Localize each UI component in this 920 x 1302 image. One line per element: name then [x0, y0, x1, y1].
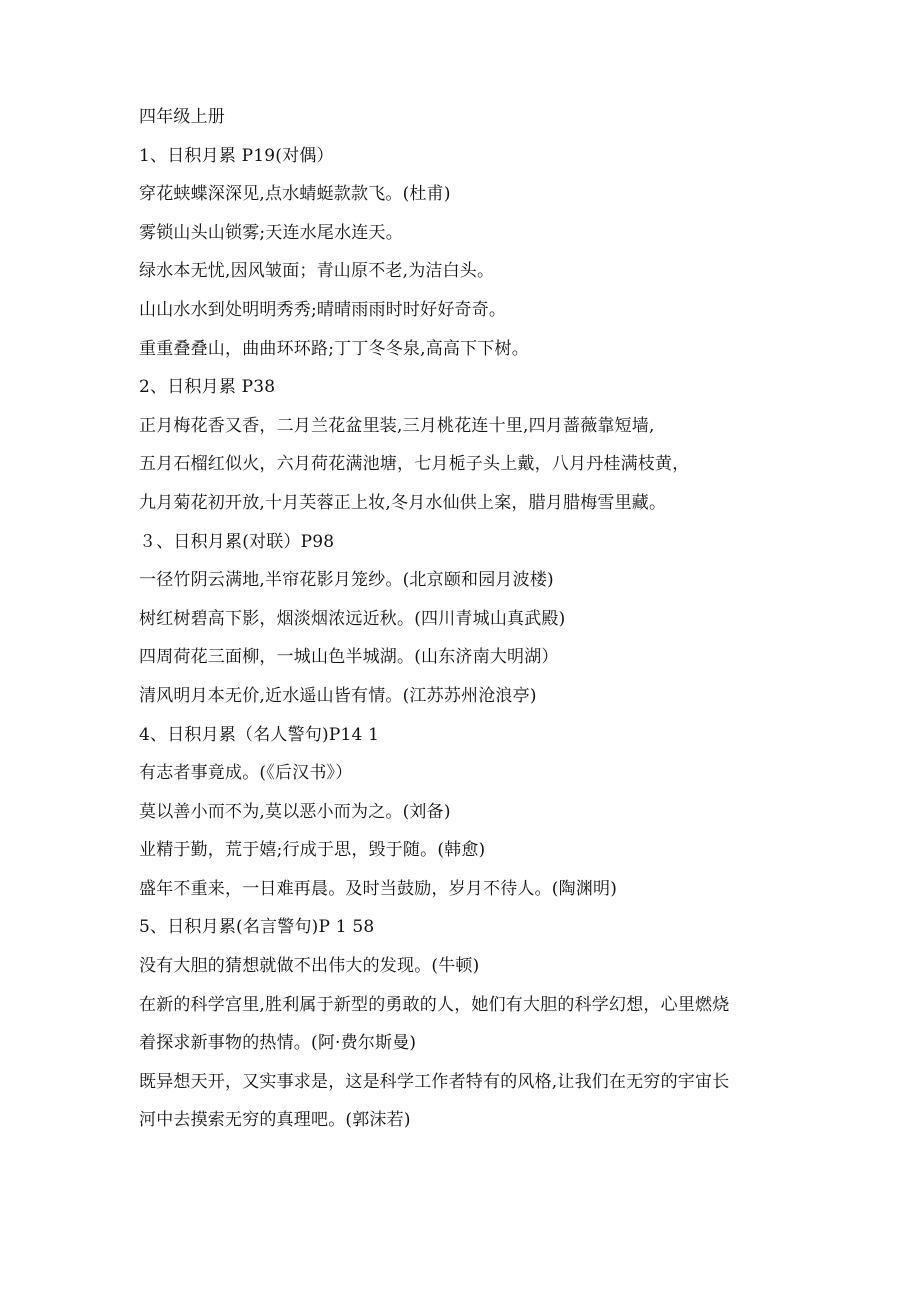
text-line: 九月菊花初开放,十月芙蓉正上妆,冬月水仙供上案，腊月腊梅雪里藏。: [139, 492, 667, 513]
text-line: 盛年不重来，一日难再晨。及时当鼓励，岁月不待人。(陶渊明): [139, 878, 618, 899]
section-heading-3: ３、日积月累(对联）P98: [139, 531, 335, 552]
text-line: 五月石榴红似火，六月荷花满池塘，七月栀子头上戴，八月丹桂满枝黄，: [139, 454, 690, 475]
section-heading-1: 1、日积月累 P19(对偶）: [139, 145, 334, 166]
text-line: 业精于勤，荒于嬉;行成于思，毁于随。(韩愈): [139, 840, 486, 861]
text-line: 一径竹阴云满地,半帘花影月笼纱。(北京颐和园月波楼): [139, 570, 554, 591]
text-line: 雾锁山头山锁雾;天连水尾水连天。: [139, 222, 403, 243]
text-line: 有志者事竟成。(《后汉书》）: [139, 763, 353, 784]
section-heading-4: 4、日积月累（名人警句)P14 1: [139, 724, 380, 745]
text-line: 穿花蛱蝶深深见,点水蜻蜓款款飞。(杜甫): [139, 184, 451, 205]
text-line: 莫以善小而不为,莫以恶小而为之。(刘备): [139, 801, 451, 822]
text-line: 着探求新事物的热情。(阿·费尔斯曼): [139, 1033, 417, 1054]
text-line: 在新的科学宫里,胜利属于新型的勇敢的人，她们有大胆的科学幻想，心里燃烧: [139, 994, 730, 1015]
text-line: 绿水本无忧,因风皱面；青山原不老,为洁白头。: [139, 261, 495, 282]
text-line: 清风明月本无价,近水遥山皆有情。(江苏苏州沧浪亭): [139, 685, 537, 706]
text-line: 四周荷花三面柳，一城山色半城湖。(山东济南大明湖）: [139, 647, 559, 668]
document-body: [139, 98, 799, 1140]
text-line: 没有大胆的猜想就做不出伟大的发现。(牛顿): [139, 956, 480, 977]
document-title: 四年级上册: [139, 107, 225, 127]
section-heading-2: 2、日积月累 P38: [139, 377, 276, 398]
text-line: 重重叠叠山，曲曲环环路;丁丁冬冬泉,高高下下树。: [139, 338, 529, 359]
text-line: 既异想天开，又实事求是，这是科学工作者特有的风格,让我们在无穷的宇宙长: [139, 1071, 730, 1092]
text-line: 树红树碧高下影，烟淡烟浓远近秋。(四川青城山真武殿): [139, 608, 566, 629]
text-line: 正月梅花香又香，二月兰花盆里装,三月桃花连十里,四月蔷薇靠短墙,: [139, 415, 655, 436]
section-heading-5: 5、日积月累(名言警句)P 1 58: [139, 917, 375, 938]
text-line: 河中去摸索无穷的真理吧。(郭沫若): [139, 1110, 411, 1131]
text-line: 山山水水到处明明秀秀;晴晴雨雨时时好好奇奇。: [139, 299, 507, 320]
